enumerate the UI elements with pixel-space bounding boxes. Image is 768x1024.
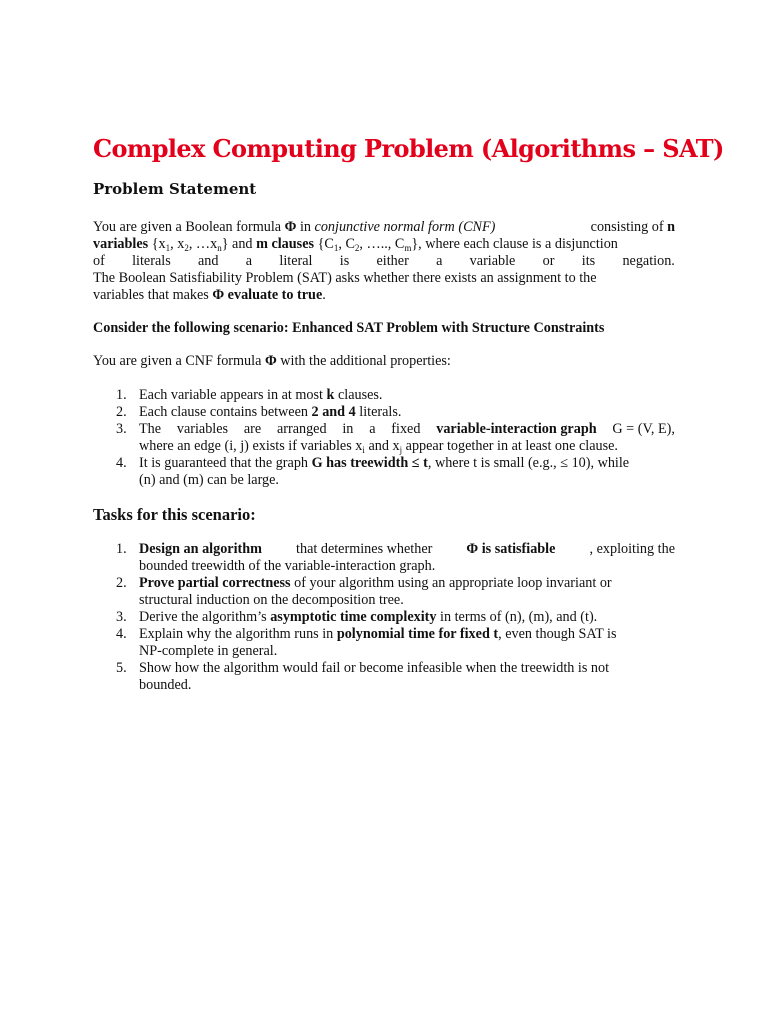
problem-statement-heading: Problem Statement (93, 180, 257, 198)
list-item: 2. Each clause contains between 2 and 4 literals. (116, 404, 402, 420)
list-item: 5. Show how the algorithm would fail or become infeasible when the treewidth is not bounded. (116, 660, 610, 693)
document-title: Complex Computing Problem (Algorithms – SAT) (93, 134, 724, 163)
given-statement: You are given a CNF formula Φ with the additional properties: (93, 353, 451, 369)
intro-line-2: variables {$x_1$, $x_2$, $\dots x_n$} and m clauses {$C_1$, $C_2$, ….., $C_m$}, where each clause is a disjunction (93, 236, 618, 253)
tasks-heading: Tasks for this scenario: (93, 505, 256, 524)
list-item: 3. The variables are arranged in a fixed variable-interaction graph G = (V, E), where an edge (i, j) exists if variables $x_i$ and $x_j$ appear together in at least one clause. (116, 421, 675, 455)
list-item: 3. Derive the algorithm’s asymptotic time complexity in terms of (n), (m), and (t). (116, 609, 598, 625)
problem-statement-paragraph (93, 219, 675, 304)
list-item: 2. Prove partial correctness of your algorithm using an appropriate loop invariant or structural induction on the decomposition tree. (116, 575, 612, 608)
properties-list (93, 387, 675, 489)
intro-line-1: You are given a Boolean formula Φ in conjunctive normal form (CNF) consisting of n (93, 219, 675, 235)
list-item: 1. Design an algorithm that determines whether Φ is satisfiable , exploiting the bounded treewidth of the variable-interaction graph. (116, 541, 675, 574)
scenario-heading: Consider the following scenario: Enhanced SAT Problem with Structure Constraints (93, 320, 605, 336)
intro-line-5: variables that makes Φ evaluate to true. (93, 287, 326, 303)
tasks-list (93, 541, 675, 694)
list-item: 4. It is guaranteed that the graph G has treewidth ≤ t, where t is small (e.g., ≤ 10), while (n) and (m) can be large. (116, 455, 630, 488)
intro-line-4: The Boolean Satisfiability Problem (SAT) asks whether there exists an assignment to the (93, 270, 597, 286)
intro-line-3: of literals and a literal is either a variable or its negation. (93, 253, 675, 269)
list-item: 1. Each variable appears in at most k clauses. (116, 387, 383, 403)
list-item: 4. Explain why the algorithm runs in polynomial time for fixed t, even though SAT is NP-complete in general. (116, 626, 617, 659)
